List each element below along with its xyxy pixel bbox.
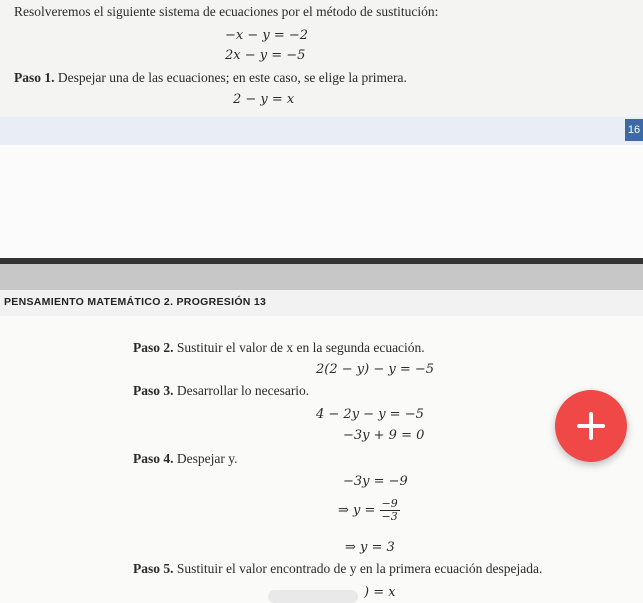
step-1-label: Paso 1.: [14, 70, 55, 85]
step-4-text: Despejar y.: [173, 451, 238, 466]
add-button[interactable]: [555, 390, 627, 462]
step-3: [133, 383, 309, 399]
bottom-page: [0, 316, 643, 603]
step-1-text: Despejar una de las ecuaciones; en este caso, se elige la primera.: [54, 70, 407, 85]
step-4-fraction-prefix: ⇒ y =: [338, 503, 376, 518]
step-4-label: Paso 4.: [133, 451, 174, 466]
step-2-text: Sustituir el valor de x en la segunda ecuación.: [173, 340, 425, 355]
section-header-title: PENSAMIENTO MATEMÁTICO 2. PROGRESIÓN 13: [4, 296, 267, 308]
fraction-numerator: −9: [381, 497, 398, 510]
step-3-equation-1: 4 − 2y − y = −5: [316, 407, 424, 422]
step-2-equation: 2(2 − y) − y = −5: [316, 362, 435, 377]
step-3-label: Paso 3.: [133, 383, 174, 398]
step-4-fraction-line: [338, 498, 400, 523]
equation-2: 2x − y = −5: [225, 48, 306, 63]
step-4-equation-1: −3y = −9: [343, 474, 408, 489]
page-gap: [0, 145, 643, 260]
step-2: [133, 340, 425, 356]
page-number: 16: [625, 119, 643, 141]
step-3-equation-2: −3y + 9 = 0: [343, 428, 425, 443]
equation-1: −x − y = −2: [225, 28, 309, 43]
section-header: [0, 290, 643, 317]
step-1: [14, 70, 407, 86]
fraction-denominator: −3: [381, 510, 398, 523]
step-5: [133, 561, 542, 577]
step-4-equation-3: ⇒ y = 3: [345, 540, 395, 555]
intro-text: Resolveremos el siguiente sistema de ecuaciones por el método de sustitución:: [14, 4, 439, 19]
page-footer-band: [0, 117, 643, 145]
step-4: [133, 451, 237, 467]
step-3-text: Desarrollar lo necesario.: [173, 383, 310, 398]
step-5-label: Paso 5.: [133, 561, 174, 576]
page-divider-grey: [0, 264, 643, 290]
scroll-indicator[interactable]: [268, 590, 358, 603]
step-1-equation: 2 − y = x: [233, 92, 295, 107]
step-4-fraction: [380, 498, 400, 523]
step-5-equation-partial: ) = x: [364, 585, 396, 600]
step-2-label: Paso 2.: [133, 340, 174, 355]
step-5-text: Sustituir el valor encontrado de y en la primera ecuación despejada.: [173, 561, 543, 576]
